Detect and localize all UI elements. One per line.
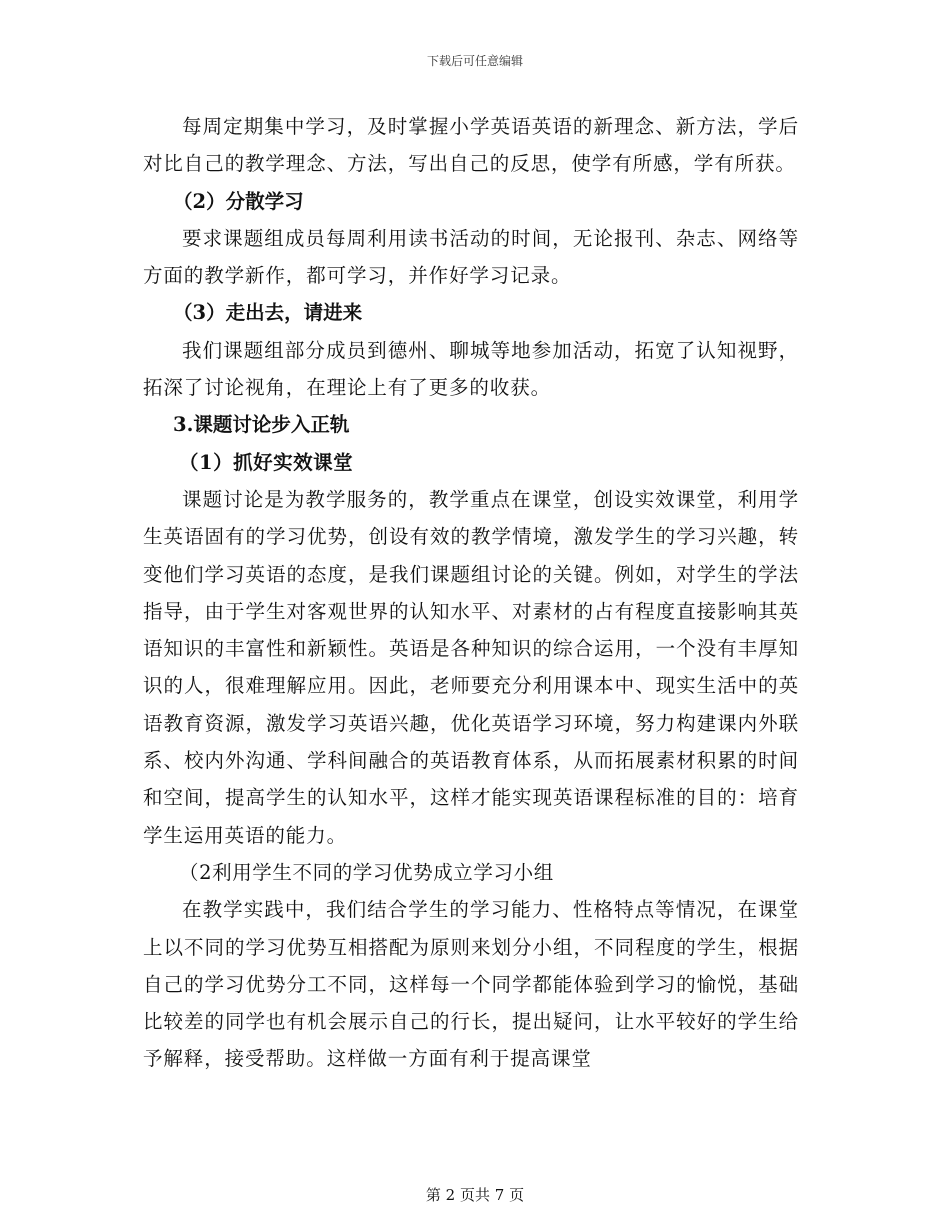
paragraph-effective-classroom: 课题讨论是为教学服务的，教学重点在课堂，创设实效课堂，利用学生英语固有的学习优势，创设有效的教学情境，激发学生的学习兴趣，转变他们学习英语的态度，是我们课题组讨论的关键。例如，对学生的学法指导，由于学生对客观世界的认知水平、对素材的占有程度直接影响其英语知识的丰富性和新颖性。英语是各种知识的综合运用，一个没有丰厚知识的人，很难理解应用。因此，老师要充分利用课本中、现实生活中的英语教育资源，激发学习英语兴趣，优化英语学习环境，努力构建课内外联系、校内外沟通、学科间融合的英语教育体系，从而拓展素材积累的时间和空间，提高学生的认知水平，这样才能实现英语课程标准的目的：培育学生运用英语的能力。 [143, 487, 799, 847]
paragraph-centralized-study: 每周定期集中学习，及时掌握小学英语英语的新理念、新方法，学后对比自己的教学理念、方法，写出自己的反思，使学有所感，学有所获。 [143, 115, 799, 176]
paragraph-study-groups: 在教学实践中，我们结合学生的学习能力、性格特点等情况，在课堂上以不同的学习优势互相搭配为原则来划分小组，不同程度的学生，根据自己的学习优势分工不同，这样每一个同学都能体验到学习的愉悦，基础比较差的同学也有机会展示自己的行长，提出疑问，让水平较好的学生给予解释，接受帮助。这样做一方面有利于提高课堂 [143, 898, 799, 1071]
page-header: 下载后可任意编辑 [426, 54, 523, 68]
section-heading-research-on-track: 3.课题讨论步入正轨 [173, 413, 350, 437]
heading-effective-classroom: （1）抓好实效课堂 [179, 450, 354, 474]
heading-scattered-study: （2）分散学习 [173, 189, 304, 213]
heading-go-out-invite-in: （3）走出去，请进来 [173, 301, 363, 325]
page-number: 第 2 页共 7 页 [425, 1186, 525, 1204]
paragraph-go-out-invite-in: 我们课题组部分成员到德州、聊城等地参加活动，拓宽了认知视野，拓深了讨论视角，在理论上有了更多的收获。 [143, 338, 799, 400]
document-body [143, 108, 799, 1078]
heading-study-groups: （2利用学生不同的学习优势成立学习小组 [179, 860, 554, 884]
paragraph-scattered-study: 要求课题组成员每周利用读书活动的时间，无论报刊、杂志、网络等方面的教学新作，都可学习，并作好学习记录。 [143, 226, 799, 288]
